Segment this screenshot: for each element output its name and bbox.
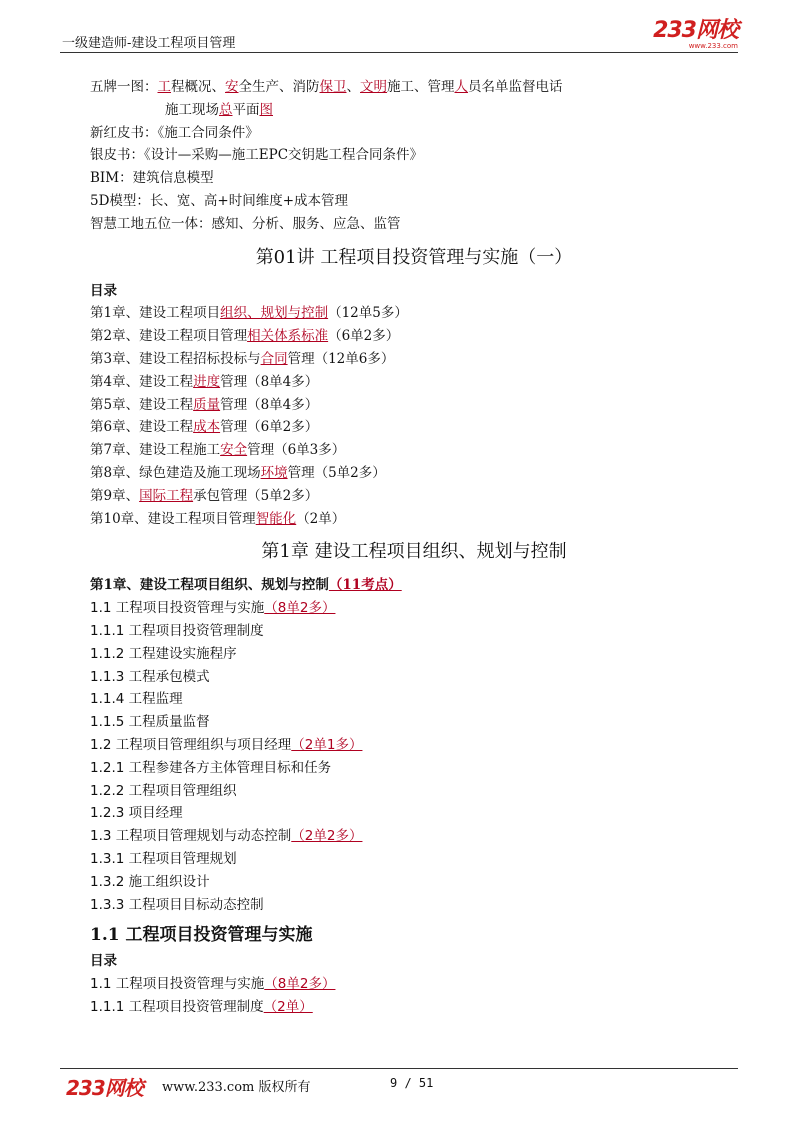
text-run: 1.1 工程项目投资管理与实施 <box>90 600 265 617</box>
list-item <box>90 439 738 462</box>
header-rule <box>60 52 738 53</box>
highlight-text: 成本 <box>193 419 221 436</box>
intro-line-4: 银皮书：《设计—采购—施工EPC交钥匙工程合同条件》 <box>90 147 424 164</box>
footer-copyright: www.233.com 版权所有 <box>162 1080 311 1095</box>
text-run: 1.3.1 工程项目管理规划 <box>90 850 237 867</box>
text-run: 第10章、建设工程项目管理 <box>90 510 256 527</box>
text-run: 施工现场 <box>165 101 219 118</box>
text-run: （12单5多） <box>328 305 408 322</box>
text-run: 第1章、建设工程项目组织、规划与控制 <box>90 577 329 594</box>
highlight-text: 文明 <box>360 79 387 95</box>
text-run: 承包管理（5单2多） <box>193 487 319 504</box>
text-run: 管理（12单6多） <box>287 350 395 367</box>
list-item <box>90 462 738 485</box>
text-run: 、 <box>346 79 360 95</box>
list-item <box>90 996 738 1019</box>
chapter-toc-head <box>90 574 738 597</box>
text-run: 全生产、消防 <box>238 79 320 95</box>
list-item <box>90 780 738 803</box>
highlight-text: （2单2多） <box>291 828 363 845</box>
text-run: 管理（6单2多） <box>220 419 319 436</box>
footer-rule <box>60 1068 738 1069</box>
text-run: 第8章、绿色建造及施工现场 <box>90 464 261 481</box>
highlight-text: 图 <box>259 101 273 118</box>
highlight-text: 相关体系标准 <box>247 328 329 345</box>
intro-line-2 <box>90 99 738 122</box>
chapter-title: 第1章 建设工程项目组织、规划与控制 <box>261 541 567 563</box>
list-item <box>90 711 738 734</box>
list-item <box>90 848 738 871</box>
highlight-text: （8单2多） <box>264 976 336 993</box>
list-item <box>90 802 738 825</box>
list-item <box>90 688 738 711</box>
text-run: 1.3.3 工程项目目标动态控制 <box>90 896 264 913</box>
brand-logo <box>653 20 738 50</box>
list-item <box>90 871 738 894</box>
text-run: 第7章、建设工程施工 <box>90 442 221 459</box>
list-item <box>90 734 738 757</box>
list-item <box>90 643 738 666</box>
text-run: 1.1.1 工程项目投资管理制度 <box>90 998 264 1015</box>
text-run: 第2章、建设工程项目管理 <box>90 328 248 345</box>
footer-logo: 233网校 <box>66 1076 143 1100</box>
text-run: 第1章、建设工程项目 <box>90 305 221 322</box>
intro-line-1 <box>90 76 738 99</box>
text-run: 员名单监督电话 <box>468 79 563 95</box>
intro-line-3: 新红皮书：《施工合同条件》 <box>90 124 259 141</box>
text-run: 第5章、建设工程 <box>90 396 194 413</box>
highlight-text: 安 <box>225 79 239 95</box>
list-item <box>90 894 738 917</box>
highlight-text: 环境 <box>260 464 288 481</box>
text-run: 施工、管理 <box>387 79 455 95</box>
header-title: 一级建造师-建设工程项目管理 <box>62 36 236 51</box>
text-run: 五牌一图： <box>90 79 158 95</box>
highlight-text: （8单2多） <box>264 600 336 617</box>
highlight-text: 进度 <box>193 373 221 390</box>
list-item <box>90 348 738 371</box>
section-toc-label: 目录 <box>90 953 117 970</box>
text-run: 第6章、建设工程 <box>90 419 194 436</box>
text-run: 第3章、建设工程招标投标与 <box>90 350 261 367</box>
text-run: 程概况、 <box>171 79 225 95</box>
highlight-text: 工 <box>157 79 171 95</box>
highlight-text: 保卫 <box>319 79 347 95</box>
highlight-text: 组织、规划与控制 <box>220 305 329 322</box>
text-run: 管理（8单4多） <box>220 373 319 390</box>
highlight-text: 智能化 <box>255 510 297 527</box>
section-toc-list <box>90 973 738 1019</box>
text-run: 1.2.3 项目经理 <box>90 805 183 822</box>
intro-line-6: 5D模型：长、宽、高+时间维度+成本管理 <box>90 192 349 209</box>
list-item <box>90 371 738 394</box>
text-run: 第4章、建设工程 <box>90 373 194 390</box>
logo-mark: 233网校 <box>653 18 738 43</box>
list-item <box>90 394 738 417</box>
highlight-text: 国际工程 <box>139 487 194 504</box>
list-item <box>90 416 738 439</box>
text-run: 1.2 工程项目管理组织与项目经理 <box>90 736 292 753</box>
list-item <box>90 973 738 996</box>
highlight-text: 安全 <box>220 442 248 459</box>
text-run: 1.2.2 工程项目管理组织 <box>90 782 237 799</box>
text-run: 第9章、 <box>90 487 140 504</box>
text-run: 1.1 工程项目投资管理与实施 <box>90 976 265 993</box>
logo-url: www.233.com <box>688 42 738 50</box>
lecture-title: 第01讲 工程项目投资管理与实施（一） <box>255 246 573 268</box>
text-run: 1.3 工程项目管理规划与动态控制 <box>90 828 292 845</box>
highlight-text: 总 <box>219 101 233 118</box>
text-run: 1.3.2 施工组织设计 <box>90 873 210 890</box>
page-content <box>90 76 738 1019</box>
intro-line-5: BIM：建筑信息模型 <box>90 170 214 187</box>
list-item <box>90 666 738 689</box>
highlight-text: 合同 <box>260 350 288 367</box>
list-item <box>90 825 738 848</box>
list-item <box>90 485 738 508</box>
text-run: （6单2多） <box>328 328 400 345</box>
highlight-text: （2单） <box>263 998 313 1015</box>
text-run: 1.1.2 工程建设实施程序 <box>90 645 237 662</box>
text-run: （2单） <box>296 510 346 527</box>
section-title: 1.1 工程项目投资管理与实施 <box>90 925 313 946</box>
highlight-text: 质量 <box>193 396 221 413</box>
highlight-text: （2单1多） <box>291 736 363 753</box>
text-run: 平面 <box>232 101 260 118</box>
chapter-list <box>90 302 738 530</box>
text-run: 1.1.1 工程项目投资管理制度 <box>90 622 264 639</box>
text-run: 1.2.1 工程参建各方主体管理目标和任务 <box>90 759 332 776</box>
text-run: 1.1.3 工程承包模式 <box>90 668 210 685</box>
section-list <box>90 597 738 916</box>
highlight-text: （11考点） <box>328 577 402 594</box>
list-item <box>90 302 738 325</box>
intro-line-7: 智慧工地五位一体：感知、分析、服务、应急、监管 <box>90 215 401 232</box>
highlight-text: 人 <box>454 79 468 95</box>
toc-label: 目录 <box>90 282 117 299</box>
list-item <box>90 325 738 348</box>
list-item <box>90 620 738 643</box>
text-run: 管理（5单2多） <box>287 464 386 481</box>
text-run: 管理（8单4多） <box>220 396 319 413</box>
list-item <box>90 508 738 531</box>
text-run: 1.1.5 工程质量监督 <box>90 714 210 731</box>
list-item <box>90 597 738 620</box>
page-number: 9 / 51 <box>390 1076 434 1090</box>
text-run: 1.1.4 工程监理 <box>90 691 183 708</box>
list-item <box>90 757 738 780</box>
text-run: 管理（6单3多） <box>247 442 346 459</box>
